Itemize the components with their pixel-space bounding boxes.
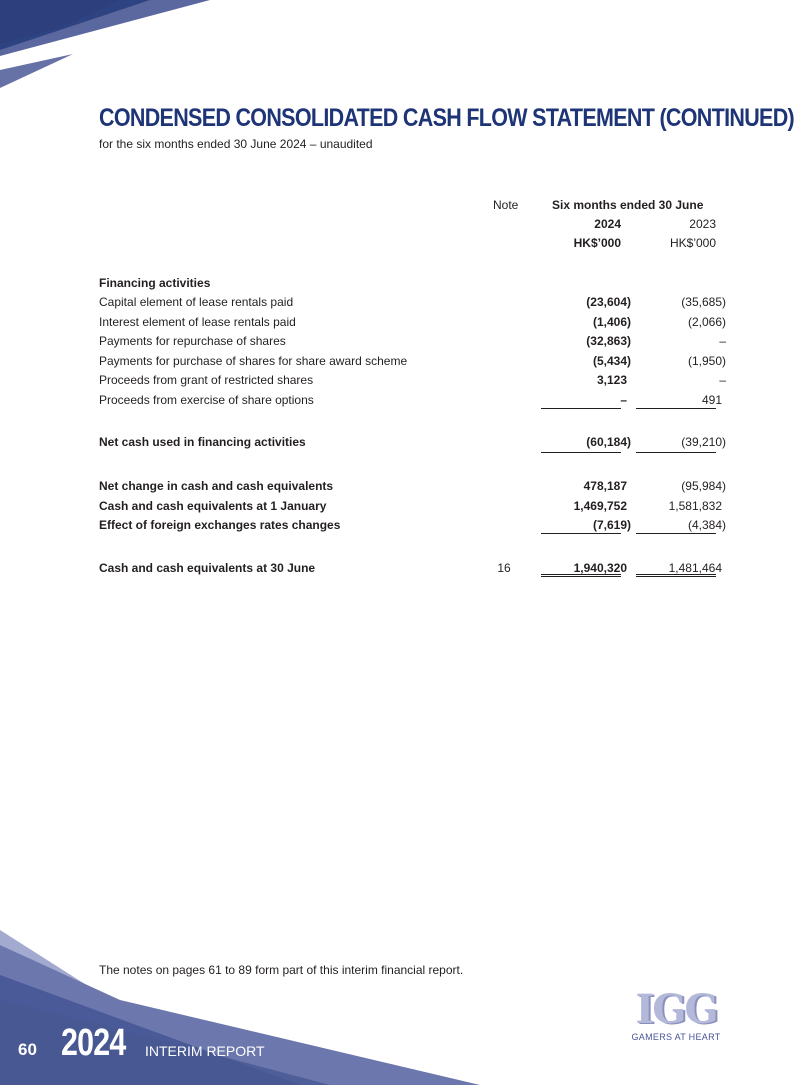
value-2024: 1,940,320: [573, 561, 627, 575]
table-row: [99, 435, 739, 453]
row-label: Cash and cash equivalents at 30 June: [99, 561, 316, 575]
value-2023: 1,581,832: [668, 499, 722, 513]
grand-total-rule-2024: [541, 574, 621, 577]
value-2024: (60,184): [586, 435, 631, 449]
value-2024: 1,469,752: [573, 499, 627, 513]
row-label: Cash and cash equivalents at 1 January: [99, 499, 327, 513]
unit-2023-header: HK$’000: [669, 236, 716, 250]
report-year: 2024: [61, 1022, 126, 1064]
value-2024: (7,619): [592, 518, 631, 532]
value-2024: (32,863): [586, 334, 631, 348]
value-2023: (35,685): [681, 295, 726, 309]
value-2023: 491: [701, 393, 722, 407]
section-label: Financing activities: [99, 276, 211, 290]
table-row: [99, 354, 739, 372]
row-label: Effect of foreign exchanges rates changes: [99, 518, 341, 532]
table-row: [99, 315, 739, 333]
total-rule-2024: [541, 452, 621, 453]
note-header: Note: [493, 198, 519, 212]
subtotal-rule-2024: [541, 533, 621, 534]
subtotal-rule-2023: [636, 408, 716, 409]
row-label: Capital element of lease rentals paid: [99, 295, 294, 309]
value-2023: (39,210): [681, 435, 726, 449]
note-ref: 16: [497, 561, 511, 575]
row-label: Proceeds from exercise of share options: [99, 393, 314, 407]
row-label: Net cash used in financing activities: [99, 435, 306, 449]
section-heading: [99, 276, 739, 294]
total-rule-2023: [636, 452, 716, 453]
value-2024: (1,406): [592, 315, 631, 329]
value-2023: (95,984): [681, 479, 726, 493]
subtotal-rule-2024: [541, 408, 621, 409]
row-label: Payments for purchase of shares for share award scheme: [99, 354, 408, 368]
footnote: The notes on pages 61 to 89 form part of this interim financial report.: [99, 963, 464, 977]
subtotal-rule-2023: [636, 533, 716, 534]
value-2024: –: [620, 393, 627, 407]
value-2023: (2,066): [687, 315, 726, 329]
report-type: INTERIM REPORT: [145, 1043, 265, 1059]
page-number: 60: [18, 1040, 37, 1059]
table-row: [99, 334, 739, 352]
table-row: [99, 499, 739, 517]
value-2024: 478,187: [583, 479, 627, 493]
year-2024-header: 2024: [594, 217, 621, 231]
igg-logo: [628, 988, 724, 1042]
page-title: CONDENSED CONSOLIDATED CASH FLOW STATEMENT (CONTINUED): [99, 104, 795, 132]
value-2024: (5,434): [592, 354, 631, 368]
period-header: Six months ended 30 June: [552, 198, 704, 212]
row-label: Proceeds from grant of restricted shares: [99, 373, 314, 387]
value-2023: –: [719, 334, 726, 348]
table-row: [99, 479, 739, 497]
value-2023: –: [719, 373, 726, 387]
row-label: Net change in cash and cash equivalents: [99, 479, 334, 493]
year-2023-header: 2023: [689, 217, 716, 231]
row-label: Payments for repurchase of shares: [99, 334, 286, 348]
value-2024: (23,604): [586, 295, 631, 309]
table-row: [99, 373, 739, 391]
logo-mark: IGG: [635, 986, 717, 1033]
row-label: Interest element of lease rentals paid: [99, 315, 296, 329]
unit-2024-header: HK$’000: [573, 236, 621, 250]
value-2023: (4,384): [687, 518, 726, 532]
value-2023: 1,481,464: [668, 561, 722, 575]
logo-tagline: GAMERS AT HEART: [631, 1032, 721, 1042]
page-subtitle: for the six months ended 30 June 2024 – unaudited: [99, 137, 373, 151]
grand-total-rule-2023: [636, 574, 716, 577]
value-2023: (1,950): [687, 354, 726, 368]
table-row: [99, 295, 739, 313]
value-2024: 3,123: [596, 373, 627, 387]
